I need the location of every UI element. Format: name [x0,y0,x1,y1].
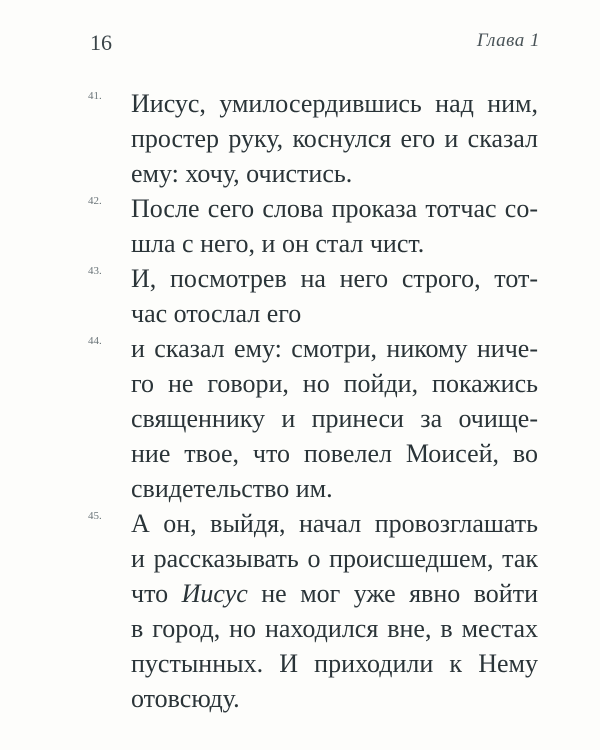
verse [88,506,538,716]
verse [88,86,538,191]
verse-number: 41. [88,90,102,102]
verse [88,331,538,506]
verse-line: и рассказывать о происшедшем, так [131,544,538,573]
verse-number: 43. [88,265,102,277]
verse-line: А он, выйдя, начал провозглашать [131,509,538,538]
verse-number: 44. [88,335,102,347]
verse-number: 45. [88,510,102,522]
verse-line: шла с него, и он стал чист. [131,229,425,258]
verse-line: в город, но находился вне, в местах [131,614,538,643]
verse-line-with-italic [131,576,538,611]
verse-text: не мог уже явно войти [247,579,538,608]
verse-line: пустынных. И приходили к Нему [131,649,538,678]
verse-line: После сего слова проказа тотчас со- [131,194,538,223]
verse-line: час отослал его [131,299,302,328]
verse [88,261,538,331]
verse-line: простер руку, коснулся его и сказал [131,124,538,153]
chapter-title: Глава 1 [476,30,540,51]
page-header [90,30,540,60]
verse-line: свидетельство им. [131,474,333,503]
verse [88,191,538,261]
verse-line: И, посмотрев на него строго, тот- [131,264,538,293]
verse-line: го не говори, но пойди, покажись [131,369,538,398]
verse-line: ние твое, что повелел Моисей, во [131,439,538,468]
page-number: 16 [90,30,112,55]
verse-number: 42. [88,195,102,207]
italic-name: Иисус [181,579,248,608]
verse-line: отовсюду. [131,684,240,713]
verse-line: священнику и принеси за очище- [131,404,538,433]
verse-text: что [131,579,182,608]
verse-line: и сказал ему: смотри, никому ниче- [131,334,538,363]
verse-list [88,86,538,716]
verse-line: Иисус, умилосердившись над ним, [131,89,538,118]
verse-line: ему: хочу, очистись. [131,159,353,188]
